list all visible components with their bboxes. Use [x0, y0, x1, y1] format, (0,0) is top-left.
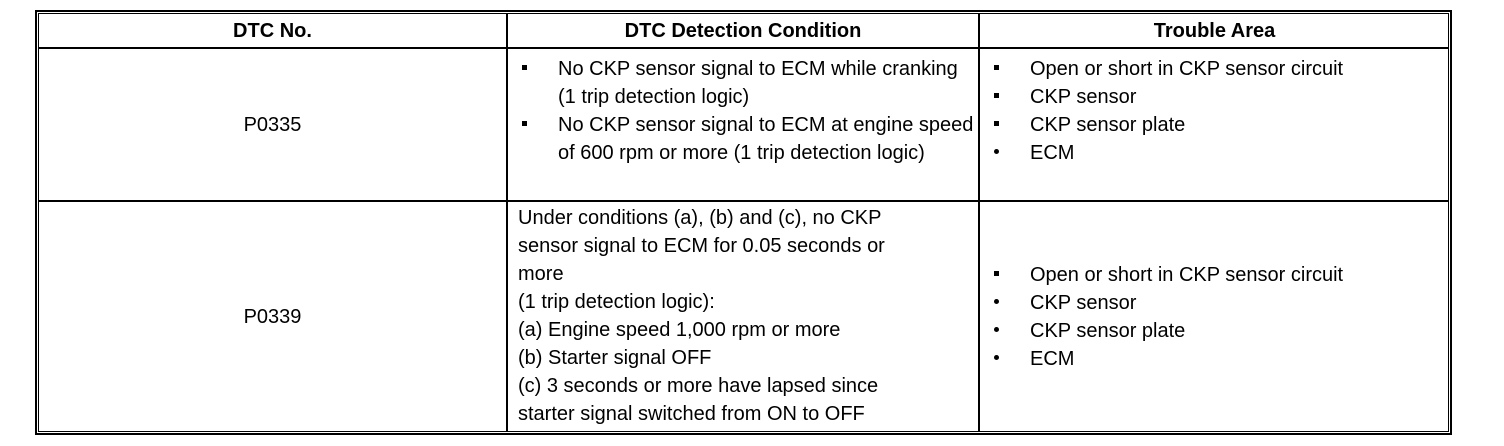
square-bullet-icon [994, 93, 999, 98]
round-bullet-icon [994, 149, 999, 154]
condition-line: Under conditions (a), (b) and (c), no CKP [518, 207, 882, 229]
list-item: ECM [990, 139, 1445, 167]
list-item: No CKP sensor signal to ECM at engine speed of 600 rpm or more (1 trip detection logic) [518, 111, 974, 167]
list-item: Open or short in CKP sensor circuit [990, 261, 1445, 289]
square-bullet-icon [994, 121, 999, 126]
condition-line: starter signal switched from ON to OFF [518, 403, 865, 425]
table-row-2-dtc: P0339 [243, 306, 302, 328]
condition-line: (c) 3 seconds or more have lapsed since [518, 375, 879, 397]
condition-line: more [518, 263, 564, 285]
round-bullet-icon [994, 299, 999, 304]
header-dtc-no: DTC No. [233, 19, 312, 42]
header-trouble-area: Trouble Area [1153, 19, 1276, 42]
list-item: Open or short in CKP sensor circuit [990, 55, 1445, 83]
square-bullet-icon [522, 65, 527, 70]
condition-line: (b) Starter signal OFF [518, 347, 712, 369]
dtc-table [35, 10, 1452, 435]
table-row-1-conditions [518, 55, 974, 167]
list-item: CKP sensor plate [990, 317, 1445, 345]
condition-line: sensor signal to ECM for 0.05 seconds or [518, 235, 885, 257]
list-item: CKP sensor plate [990, 111, 1445, 139]
column-divider-1 [506, 13, 508, 432]
round-bullet-icon [994, 355, 999, 360]
condition-line: (a) Engine speed 1,000 rpm or more [518, 319, 841, 341]
list-item: CKP sensor [990, 289, 1445, 317]
header-detection-condition: DTC Detection Condition [624, 19, 862, 42]
square-bullet-icon [994, 271, 999, 276]
column-divider-2 [978, 13, 980, 432]
table-row-2-trouble-areas [990, 261, 1445, 373]
list-item: CKP sensor [990, 83, 1445, 111]
list-item: ECM [990, 345, 1445, 373]
condition-line: (1 trip detection logic): [518, 291, 715, 313]
table-row-1-dtc: P0335 [243, 113, 302, 136]
table-row-1-trouble-areas [990, 55, 1445, 167]
list-item: No CKP sensor signal to ECM while cranking (1 trip detection logic) [518, 55, 974, 111]
square-bullet-icon [522, 121, 527, 126]
table-row-2-conditions [518, 204, 974, 428]
square-bullet-icon [994, 65, 999, 70]
round-bullet-icon [994, 327, 999, 332]
